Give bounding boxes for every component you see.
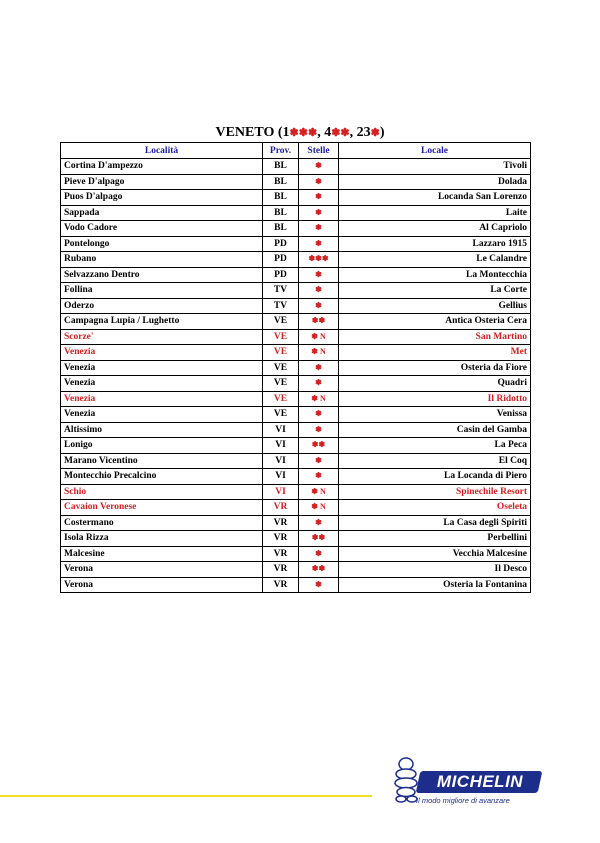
cell-stelle: ✽✽ [299,562,339,578]
cell-prov: TV [263,283,299,299]
two-star-icon: ✽✽ [331,127,350,139]
table-row [61,252,531,268]
cell-stelle: ✽ [299,577,339,593]
table-row [61,159,531,175]
header-prov: Prov. [263,143,299,159]
table-row [61,314,531,330]
cell-locale: El Coq [339,453,531,469]
logo-brand: MICHELIN [436,772,524,791]
cell-locale: Tivoli [339,159,531,175]
cell-prov: VR [263,562,299,578]
cell-locale: Met [339,345,531,361]
cell-stelle: ✽ [299,453,339,469]
cell-prov: VI [263,469,299,485]
cell-localita: Pontelongo [61,236,263,252]
table-row [61,345,531,361]
page-title [0,124,600,142]
cell-localita: Oderzo [61,298,263,314]
cell-localita: Schio [61,484,263,500]
cell-locale: Le Calandre [339,252,531,268]
cell-prov: VR [263,531,299,547]
cell-locale: Il Desco [339,562,531,578]
cell-localita: Montecchio Precalcino [61,469,263,485]
cell-localita: Sappada [61,205,263,221]
table-row [61,500,531,516]
three-star-icon: ✽✽✽ [289,127,318,139]
cell-locale: La Casa degli Spiriti [339,515,531,531]
cell-localita: Isola Rizza [61,531,263,547]
cell-localita: Rubano [61,252,263,268]
table-body [61,159,531,593]
cell-stelle: ✽✽ [299,314,339,330]
table-row [61,577,531,593]
cell-stelle: ✽ [299,159,339,175]
cell-stelle: ✽ [299,205,339,221]
cell-prov: VR [263,500,299,516]
title-region: VENETO [215,125,275,140]
cell-stelle: ✽ [299,298,339,314]
cell-stelle: ✽ [299,376,339,392]
cell-locale: Oseleta [339,500,531,516]
cell-stelle: ✽✽ [299,531,339,547]
title-count-2: 4 [324,125,332,140]
cell-locale: San Martino [339,329,531,345]
cell-prov: BL [263,205,299,221]
cell-prov: VE [263,329,299,345]
cell-localita: Vodo Cadore [61,221,263,237]
table-row [61,236,531,252]
title-sep-1: , [317,125,321,140]
cell-locale: La Montecchia [339,267,531,283]
table-row [61,360,531,376]
cell-prov: TV [263,298,299,314]
cell-localita: Pieve D'alpago [61,174,263,190]
cell-stelle: ✽ N [299,484,339,500]
cell-localita: Venezia [61,407,263,423]
cell-stelle: ✽ N [299,329,339,345]
cell-stelle: ✽ [299,469,339,485]
title-count-3: 1 [282,125,290,140]
table-row [61,174,531,190]
cell-locale: Antica Osteria Cera [339,314,531,330]
cell-prov: BL [263,174,299,190]
table-row [61,438,531,454]
title-open: ( [277,125,283,140]
table-row [61,190,531,206]
cell-prov: BL [263,159,299,175]
cell-prov: VE [263,314,299,330]
title-sep-2: , [349,125,354,140]
cell-locale: La Locanda di Piero [339,469,531,485]
cell-prov: PD [263,267,299,283]
cell-prov: VR [263,546,299,562]
cell-localita: Venezia [61,360,263,376]
cell-localita: Venezia [61,376,263,392]
cell-stelle: ✽ [299,407,339,423]
table-row [61,484,531,500]
cell-stelle: ✽✽✽ [299,252,339,268]
table-row [61,407,531,423]
table-row [61,205,531,221]
logo-slogan: Il modo migliore di avanzare [416,796,510,805]
cell-locale: Vecchia Malcesine [339,546,531,562]
cell-stelle: ✽ [299,546,339,562]
cell-prov: VE [263,360,299,376]
cell-prov: VR [263,515,299,531]
cell-locale: Perbellini [339,531,531,547]
cell-localita: Cavaion Veronese [61,500,263,516]
cell-stelle: ✽ [299,422,339,438]
cell-stelle: ✽ [299,267,339,283]
table-row [61,391,531,407]
table-row [61,453,531,469]
cell-locale: La Peca [339,438,531,454]
cell-prov: PD [263,236,299,252]
cell-stelle: ✽ [299,190,339,206]
cell-localita: Venezia [61,391,263,407]
restaurants-table [60,142,531,593]
header-locale: Locale [339,143,531,159]
cell-prov: VR [263,577,299,593]
one-star-icon: ✽ [370,127,380,139]
cell-prov: VI [263,438,299,454]
table-header-row [61,143,531,159]
cell-locale: Spinechile Resort [339,484,531,500]
cell-localita: Scorze' [61,329,263,345]
footer-divider [0,795,372,797]
cell-localita: Malcesine [61,546,263,562]
cell-stelle: ✽ N [299,500,339,516]
cell-stelle: ✽ [299,283,339,299]
cell-localita: Campagna Lupia / Lughetto [61,314,263,330]
table-row [61,298,531,314]
cell-stelle: ✽ [299,360,339,376]
cell-localita: Puos D'alpago [61,190,263,206]
header-stelle: Stelle [299,143,339,159]
cell-prov: BL [263,221,299,237]
cell-locale: La Corte [339,283,531,299]
cell-localita: Selvazzano Dentro [61,267,263,283]
cell-stelle: ✽ [299,174,339,190]
cell-localita: Venezia [61,345,263,361]
table-row [61,546,531,562]
table-row [61,531,531,547]
cell-locale: Laite [339,205,531,221]
cell-localita: Verona [61,577,263,593]
table-row [61,469,531,485]
cell-prov: VE [263,345,299,361]
cell-stelle: ✽ [299,515,339,531]
cell-locale: Quadri [339,376,531,392]
cell-prov: VI [263,484,299,500]
cell-localita: Marano Vicentino [61,453,263,469]
cell-localita: Lonigo [61,438,263,454]
cell-localita: Altissimo [61,422,263,438]
table-row [61,267,531,283]
cell-localita: Follina [61,283,263,299]
title-count-1: 23 [356,125,371,140]
table-row [61,562,531,578]
cell-locale: Venissa [339,407,531,423]
cell-localita: Costermano [61,515,263,531]
cell-locale: Osteria da Fiore [339,360,531,376]
cell-locale: Il Ridotto [339,391,531,407]
cell-localita: Cortina D'ampezzo [61,159,263,175]
cell-stelle: ✽ N [299,391,339,407]
table-row [61,376,531,392]
cell-stelle: ✽ N [299,345,339,361]
table-row [61,329,531,345]
cell-prov: BL [263,190,299,206]
cell-locale: Dolada [339,174,531,190]
cell-locale: Locanda San Lorenzo [339,190,531,206]
cell-stelle: ✽ [299,236,339,252]
header-localita: Località [61,143,263,159]
cell-locale: Al Capriolo [339,221,531,237]
table-row [61,283,531,299]
cell-locale: Lazzaro 1915 [339,236,531,252]
cell-prov: VE [263,391,299,407]
cell-prov: PD [263,252,299,268]
table-row [61,221,531,237]
cell-prov: VE [263,407,299,423]
cell-prov: VE [263,376,299,392]
table-row [61,515,531,531]
cell-locale: Casin del Gamba [339,422,531,438]
cell-locale: Osteria la Fontanina [339,577,531,593]
cell-stelle: ✽ [299,221,339,237]
cell-prov: VI [263,453,299,469]
title-close: ) [379,125,385,140]
cell-localita: Verona [61,562,263,578]
michelin-logo [390,757,550,809]
cell-prov: VI [263,422,299,438]
cell-locale: Gellius [339,298,531,314]
table-row [61,422,531,438]
cell-stelle: ✽✽ [299,438,339,454]
